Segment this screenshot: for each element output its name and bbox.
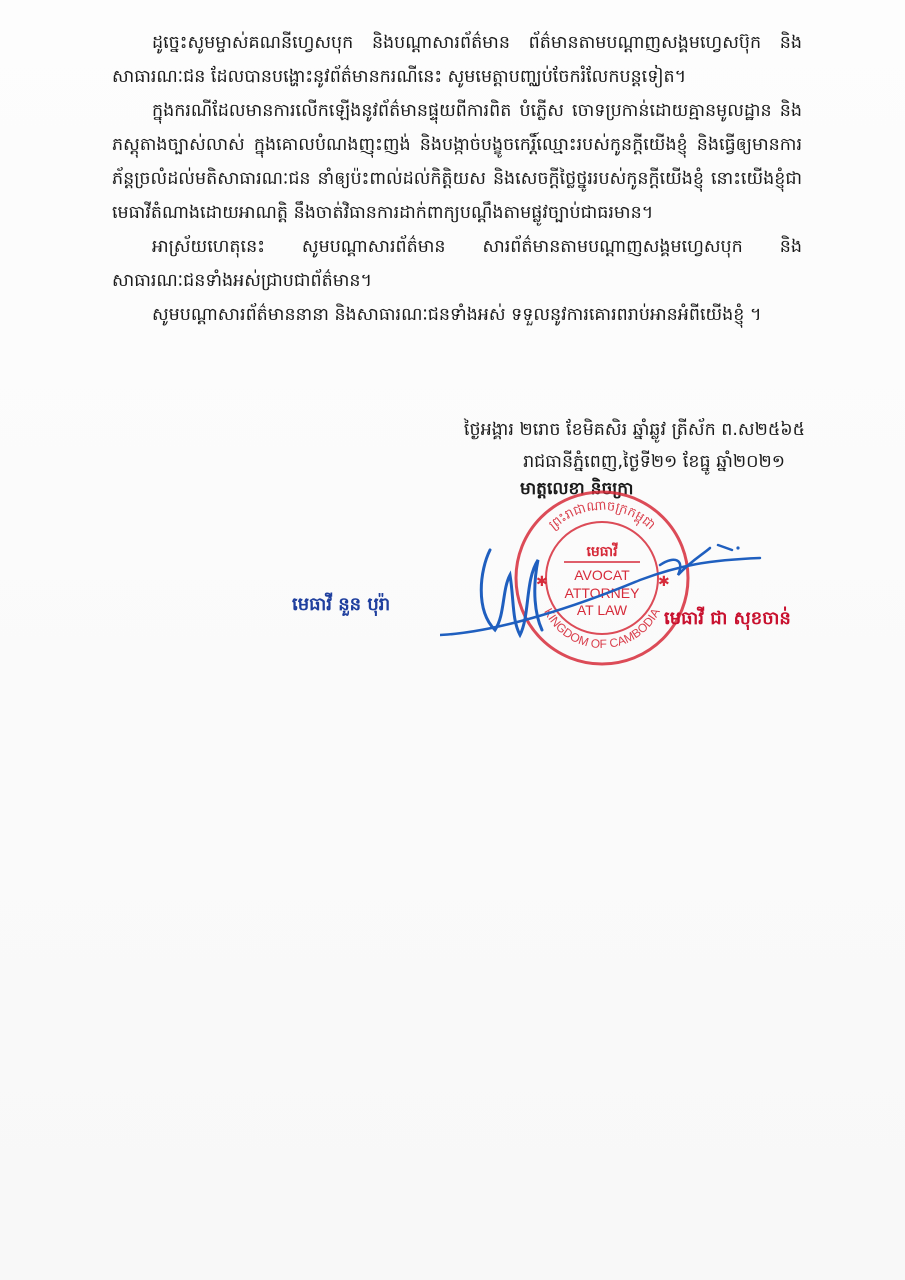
- letter-body: [112, 26, 802, 332]
- solar-date: រាជធានីភ្នំពេញ,ថ្ងៃទី២១ ខែធ្នូ ឆ្នាំ២០២១: [523, 452, 785, 472]
- svg-text:✱: ✱: [536, 574, 548, 590]
- stamp-at-law: AT LAW: [576, 602, 628, 618]
- stamp-ring-top: ព្រះរាជាណាចក្រកម្ពុជា: [546, 498, 658, 534]
- svg-text:✱: ✱: [658, 574, 670, 590]
- lawyer-name-left: មេធាវី នួន បុរ៉ា: [292, 594, 391, 615]
- office-title: មាត្តលេខា និចក្រា: [520, 479, 634, 499]
- lawyer-name-right: មេធាវី ជា សុខចាន់: [664, 608, 791, 629]
- paragraph-stop-sharing: ដូច្នេះសូមម្ចាស់គណនីហ្វេសបុក និងបណ្តាសារព័ត៌មាន ព័ត៌មានតាមបណ្តាញសង្គមហ្វេសប៊ុក និងសាធារណៈជន ដែលបានបង្ហោះនូវព័ត៌មានករណីនេះ សូមមេត្តាបញ្ឈប់ចែករំលែកបន្តទៀត។: [112, 33, 802, 87]
- paragraph-legal-action: ក្នុងករណីដែលមានការលើកឡើងនូវព័ត៌មានផ្ទុយពីការពិត បំភ្លើស ចោទប្រកាន់ដោយគ្មានមូលដ្ឋាន និងភស្តុតាងច្បាស់លាស់ ក្នុងគោលបំណងញុះញង់ និងបង្កាច់បង្ខូចកេរ្តិ៍ឈ្មោះរបស់កូនក្តីយើងខ្ញុំ និងធ្វើឲ្យមានការភ័ន្តច្រលំដល់មតិសាធារណៈជន នាំឲ្យប៉ះពាល់ដល់កិត្តិយស និងសេចក្តីថ្លៃថ្នូររបស់កូនក្តីយើងខ្ញុំ នោះយើងខ្ញុំជាមេធាវីតំណាងដោយអាណត្តិ នឹងចាត់វិធានការដាក់ពាក្យបណ្តឹងតាមផ្លូវច្បាប់ជាធរមាន។: [112, 101, 802, 223]
- stamp-avocat: AVOCAT: [574, 567, 630, 583]
- stamp-ring-bottom: KINGDOM OF CAMBODIA: [541, 605, 663, 652]
- lunar-date: ថ្ងៃអង្គារ ២រោច ខែមិគសិរ ឆ្នាំឆ្លូវ ត្រីស័ក ព.ស២៥៦៥: [463, 420, 805, 440]
- paragraph-inform-public: អាស្រ័យហេតុនេះ សូមបណ្តាសារព័ត៌មាន សារព័ត៌មានតាមបណ្តាញសង្គមហ្វេសបុក និង សាធារណៈជនទាំងអស់ជ្រាបជាព័ត៌មាន។: [112, 237, 802, 291]
- paragraph-closing: សូមបណ្តាសារព័ត៌មាននានា និងសាធារណៈជនទាំងអស់ ទទួលនូវការគោរពរាប់អានអំពីយើងខ្ញុំ ។: [152, 305, 762, 325]
- stamp-attorney: ATTORNEY: [564, 585, 640, 601]
- stamp-center-khmer: មេធាវី: [586, 544, 618, 560]
